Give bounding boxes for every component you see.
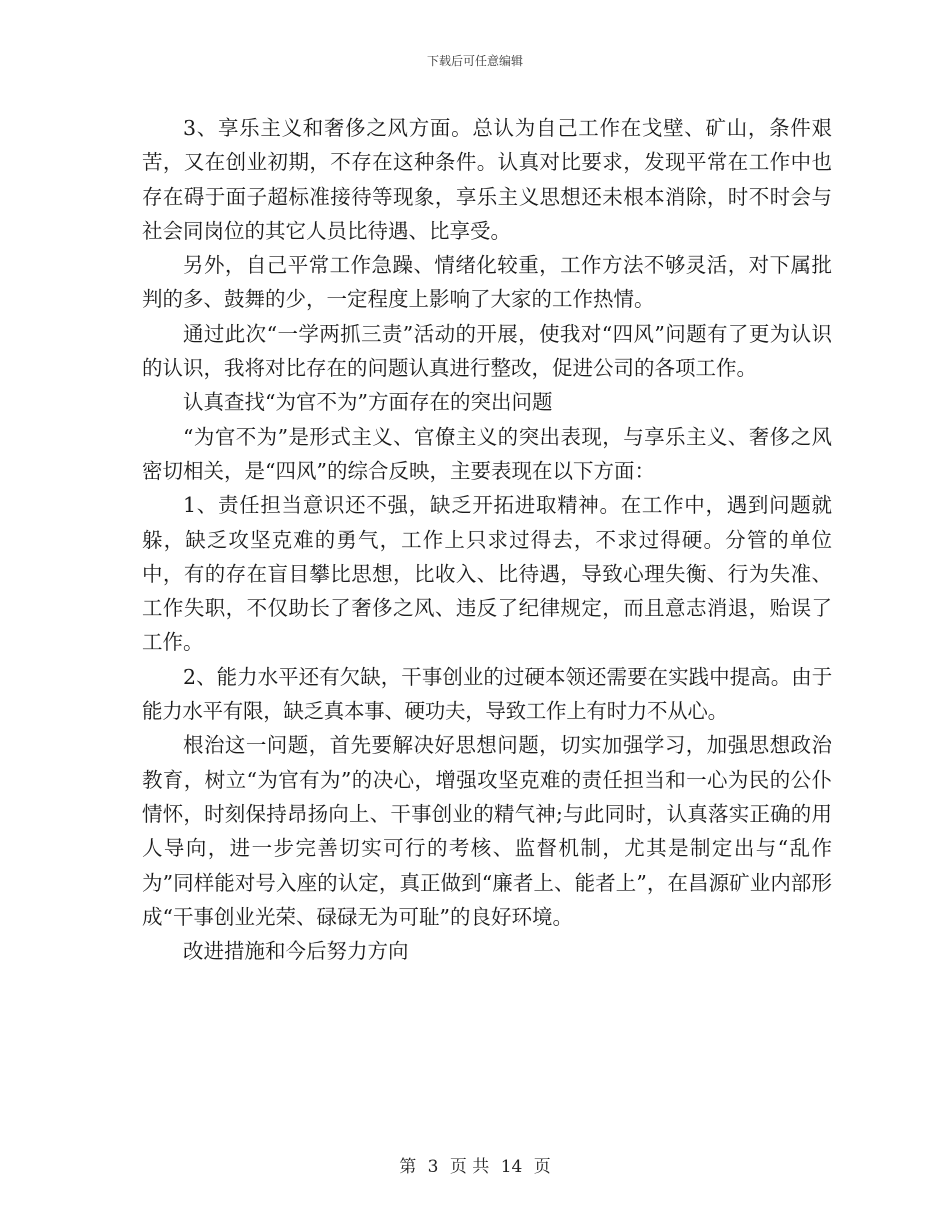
paragraph: 3、享乐主义和奢侈之风方面。总认为自己工作在戈壁、矿山，条件艰苦，又在创业初期，不存在这种条件。认真对比要求，发现平常在工作中也存在碍于面子超标准接待等现象，享乐主义思想还未根本消除，时不时会与社会同岗位的其它人员比待遇、比享受。: [142, 116, 832, 243]
footer-prefix: 第: [399, 1157, 417, 1177]
paragraph: “为官不为”是形式主义、官僚主义的突出表现，与享乐主义、奢侈之风密切相关，是“四风”的综合反映，主要表现在以下方面：: [142, 424, 832, 483]
document-body: [142, 111, 832, 968]
footer-middle: 页 共: [449, 1157, 490, 1177]
section-heading: 改进措施和今后努力方向: [183, 939, 409, 964]
section-heading: 认真查找“为官不为”方面存在的突出问题: [183, 390, 553, 415]
current-page-number: 3: [427, 1157, 439, 1177]
paragraph: 2、能力水平还有欠缺，干事创业的过硬本领还需要在实践中提高。由于能力水平有限，缺乏真本事、硬功夫，导致工作上有时力不从心。: [142, 664, 832, 724]
paragraph: 通过此次“一学两抓三责”活动的开展，使我对“四风”问题有了更为认识的认识，我将对比存在的问题认真进行整改，促进公司的各项工作。: [142, 321, 832, 381]
page-footer: [0, 1152, 950, 1177]
page-header: [0, 52, 950, 69]
paragraph: 另外，自己平常工作急躁、情绪化较重，工作方法不够灵活，对下属批判的多、鼓舞的少，一定程度上影响了大家的工作热情。: [142, 253, 832, 312]
header-note: 下载后可任意编辑: [426, 54, 523, 68]
total-page-count: 14: [500, 1157, 523, 1177]
paragraph: 1、责任担当意识还不强，缺乏开拓进取精神。在工作中，遇到问题就躲，缺乏攻坚克难的勇气，工作上只求过得去，不求过得硬。分管的单位中，有的存在盲目攀比思想，比收入、比待遇，导致心理失衡、行为失准、工作失职，不仅助长了奢侈之风、违反了纪律规定，而且意志消退，贻误了工作。: [142, 493, 832, 655]
footer-suffix: 页: [533, 1157, 551, 1177]
paragraph: 根治这一问题，首先要解决好思想问题，切实加强学习，加强思想政治教育，树立“为官有为”的决心，增强攻坚克难的责任担当和一心为民的公仆情怀，时刻保持昂扬向上、干事创业的精气神;与此同时，认真落实正确的用人导向，进一步完善切实可行的考核、监督机制，尤其是制定出与“乱作为”同样能对号入座的认定，真正做到“廉者上、能者上”，在昌源矿业内部形成“干事创业光荣、碌碌无为可耻”的良好环境。: [142, 733, 832, 929]
